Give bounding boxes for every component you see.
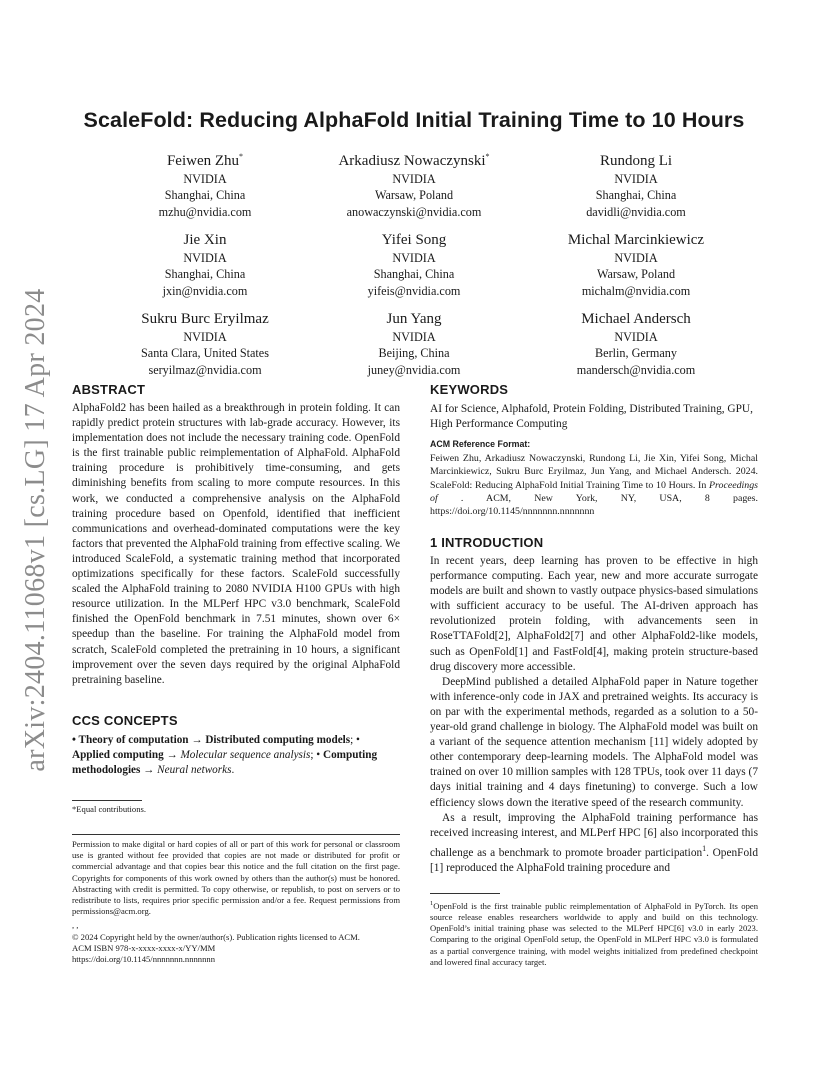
author-affiliation: NVIDIA — [183, 172, 227, 186]
author-location: Shanghai, China — [373, 267, 455, 282]
author-block — [294, 305, 534, 378]
author-affiliation: NVIDIA — [392, 172, 436, 186]
footnote-rule — [72, 800, 142, 801]
doi-line: https://doi.org/10.1145/nnnnnnn.nnnnnnn — [72, 954, 215, 965]
intro-paragraph-2: DeepMind published a detailed AlphaFold paper in Nature together with inference-only code in JAX and pretrained weights. Its accuracy is on par with the experimental methods, regarded as a solution to a 50-year-old grand challenge in biology. The AlphaFold model was built on a variant of the sequence attention mechanism [11] widely adopted by other contemporary deep-learning models. The AlphaFold model was trained on over 10 million samples with 128 TPUs, took over 11 days (7 days initial training and 4 days finetuning) to converge. Such a low efficiency slows down the iterative speed of the research community. — [430, 675, 758, 809]
acm-reference-heading: ACM Reference Format: — [430, 439, 531, 449]
venue-line: , , — [72, 920, 79, 931]
equal-contribution-footnote — [72, 800, 400, 815]
author-block — [294, 147, 534, 220]
author-name: Arkadiusz Nowaczynski* — [338, 152, 490, 169]
ccs-section — [72, 713, 400, 778]
author-affiliation: NVIDIA — [183, 251, 227, 265]
author-block — [85, 226, 325, 299]
author-name: Sukru Burc Eryilmaz — [141, 311, 269, 327]
introduction-heading: 1 INTRODUCTION — [430, 535, 544, 550]
author-email: anowaczynski@nvidia.com — [346, 204, 482, 219]
author-location: Santa Clara, United States — [141, 346, 269, 361]
author-block — [516, 147, 756, 220]
ccs-heading: CCS CONCEPTS — [72, 713, 178, 728]
ccs-text: • Theory of computation → Distributed computing models; • Applied computing → Molecular sequence analysis; • Computing methodologies → Neural networks. — [72, 734, 378, 777]
acm-reference-text: Feiwen Zhu, Arkadiusz Nowaczynski, Rundong Li, Jie Xin, Yifei Song, Michal Marcinkiewicz, Sukru Burc Eryilmaz, Jun Yang, and Michael Andersch. 2024. ScaleFold: Reducing AlphaFold Initial Training Time to 10 Hours. In Proceedings of . ACM, New York, NY, USA, 8 pages. https://doi.org/10.1145/nnnnnnn.nnnnnnn — [430, 453, 758, 518]
introduction-section — [430, 535, 758, 876]
abstract-heading: ABSTRACT — [72, 382, 146, 397]
author-location: Shanghai, China — [164, 188, 246, 203]
author-affiliation: NVIDIA — [392, 251, 436, 265]
author-affiliation: NVIDIA — [614, 330, 658, 344]
author-name: Rundong Li — [599, 153, 673, 169]
intro-paragraph-3: As a result, improving the AlphaFold training performance has received increasing interest, and MLPerf HPC [6] also incorporated this challenge as a benchmark to promote broader participation$^1$. OpenFold [1] reproduced the AlphaFold training procedure and — [430, 811, 758, 874]
author-email: juney@nvidia.com — [367, 362, 461, 377]
footnote-rule — [430, 893, 500, 894]
permission-text: Permission to make digital or hard copies of all or part of this work for personal or classroom use is granted without fee provided that copies are not made or distributed for profit or commercial advantage and that copies bear this notice and the full citation on the first page. Copyrights for components of this work owned by others than the author(s) must be honored. Abstracting with credit is permitted. To copy otherwise, or republish, to post on servers or to redistribute to lists, requires prior specific permission and/or a fee. Request permissions from permissions@acm.org. — [72, 839, 400, 917]
arxiv-identifier-stamp: arXiv:2404.11068v1 [cs.LG] 17 Apr 2024 — [20, 288, 51, 772]
abstract-section — [72, 382, 400, 688]
author-location: Beijing, China — [378, 346, 450, 361]
copyright-line: © 2024 Copyright held by the owner/author(s). Publication rights licensed to ACM. — [72, 931, 360, 942]
author-email: yifeis@nvidia.com — [367, 283, 461, 298]
equal-contribution-text: *Equal contributions. — [72, 804, 146, 814]
author-email: mzhu@nvidia.com — [158, 204, 252, 219]
author-email: michalm@nvidia.com — [581, 283, 691, 298]
author-name: Jun Yang — [386, 311, 442, 327]
keywords-section — [430, 382, 758, 432]
acm-reference-section — [430, 439, 758, 518]
abstract-text: AlphaFold2 has been hailed as a breakthrough in protein folding. It can rapidly predict protein structures with lab-grade accuracy. However, its implementation does not include the necessary training code. OpenFold is the first trainable public reimplementation of AlphaFold. AlphaFold training procedure is prohibitively time-consuming, and gets diminishing benefits from scaling to more compute resources. In this work, we conducted a comprehensive analysis on the AlphaFold training procedure based on Openfold, identified that inefficient communications and overhead-dominated computations were the key factors that prevented the AlphaFold training from effective scaling. We introduced ScaleFold, a systematic training method that incorporated optimizations specifically for these factors. ScaleFold successfully scaled the AlphaFold training to 2080 NVIDIA H100 GPUs with high resource utilization. In the MLPerf HPC v3.0 benchmark, ScaleFold finished the OpenFold benchmark in 7.51 minutes, shown over 6× speedup than the baseline. For training the AlphaFold model from scratch, ScaleFold completed the pretraining in 10 hours, a significant improvement over the seven days required by the original AlphaFold pretraining baseline. — [72, 402, 400, 686]
keywords-text: AI for Science, Alphafold, Protein Folding, Distributed Training, GPU, High Performance Computing — [430, 403, 753, 431]
footnote-1-text: $^1$OpenFold is the first trainable public reimplementation of AlphaFold in PyTorch. Its open source release enables researchers worldwide to apply and build on this technology. OpenFold’s initial training phase was selected to the MLPerf HPC[6] v3.0 in early 2023. Comparing to the original OpenFold setup, the OpenFold in MLPerf HPC v3.0 is formulated as a partial convergence training, with model weights initialized from predefined checkpoint and lowered final accuracy target. — [430, 900, 758, 967]
footnote-1 — [430, 893, 758, 968]
author-location: Shanghai, China — [595, 188, 677, 203]
author-affiliation: NVIDIA — [614, 251, 658, 265]
intro-paragraph-1: In recent years, deep learning has proven to be effective in high performance computing. Each year, new and more accurate surrogate models are built and shown to vastly outpace physics-based simulations with sufficient accuracy to be useful. The AI-driven approach has revolutionized protein folding, with advancements seen in RoseTTAFold[2], AlphaFold2[7] and other AlphaFold2-like models, such as OpenFold[1] and FastFold[4], making protein structure-based drug discovery more accessible. — [430, 555, 758, 673]
author-name: Jie Xin — [183, 232, 227, 248]
permission-block — [72, 834, 400, 965]
author-name: Michal Marcinkiewicz — [567, 232, 705, 248]
author-location: Warsaw, Poland — [374, 188, 454, 203]
author-affiliation: NVIDIA — [392, 330, 436, 344]
author-block — [85, 147, 325, 220]
author-name: Feiwen Zhu* — [166, 152, 244, 169]
author-email: davidli@nvidia.com — [586, 204, 686, 219]
author-email: mandersch@nvidia.com — [576, 362, 696, 377]
author-block — [85, 305, 325, 378]
author-block — [516, 305, 756, 378]
author-email: jxin@nvidia.com — [162, 283, 248, 298]
keywords-heading: KEYWORDS — [430, 382, 509, 397]
author-block — [516, 226, 756, 299]
author-affiliation: NVIDIA — [614, 172, 658, 186]
paper-title: ScaleFold: Reducing AlphaFold Initial Training Time to 10 Hours — [83, 108, 745, 132]
isbn-line: ACM ISBN 978-x-xxxx-xxxx-x/YY/MM — [72, 942, 216, 953]
author-location: Berlin, Germany — [595, 346, 677, 361]
permission-rule — [72, 834, 400, 835]
author-email: seryilmaz@nvidia.com — [148, 362, 262, 377]
author-name: Yifei Song — [381, 232, 447, 248]
author-name: Michael Andersch — [581, 311, 691, 327]
author-location: Warsaw, Poland — [596, 267, 676, 282]
author-block — [294, 226, 534, 299]
author-location: Shanghai, China — [164, 267, 246, 282]
author-affiliation: NVIDIA — [183, 330, 227, 344]
